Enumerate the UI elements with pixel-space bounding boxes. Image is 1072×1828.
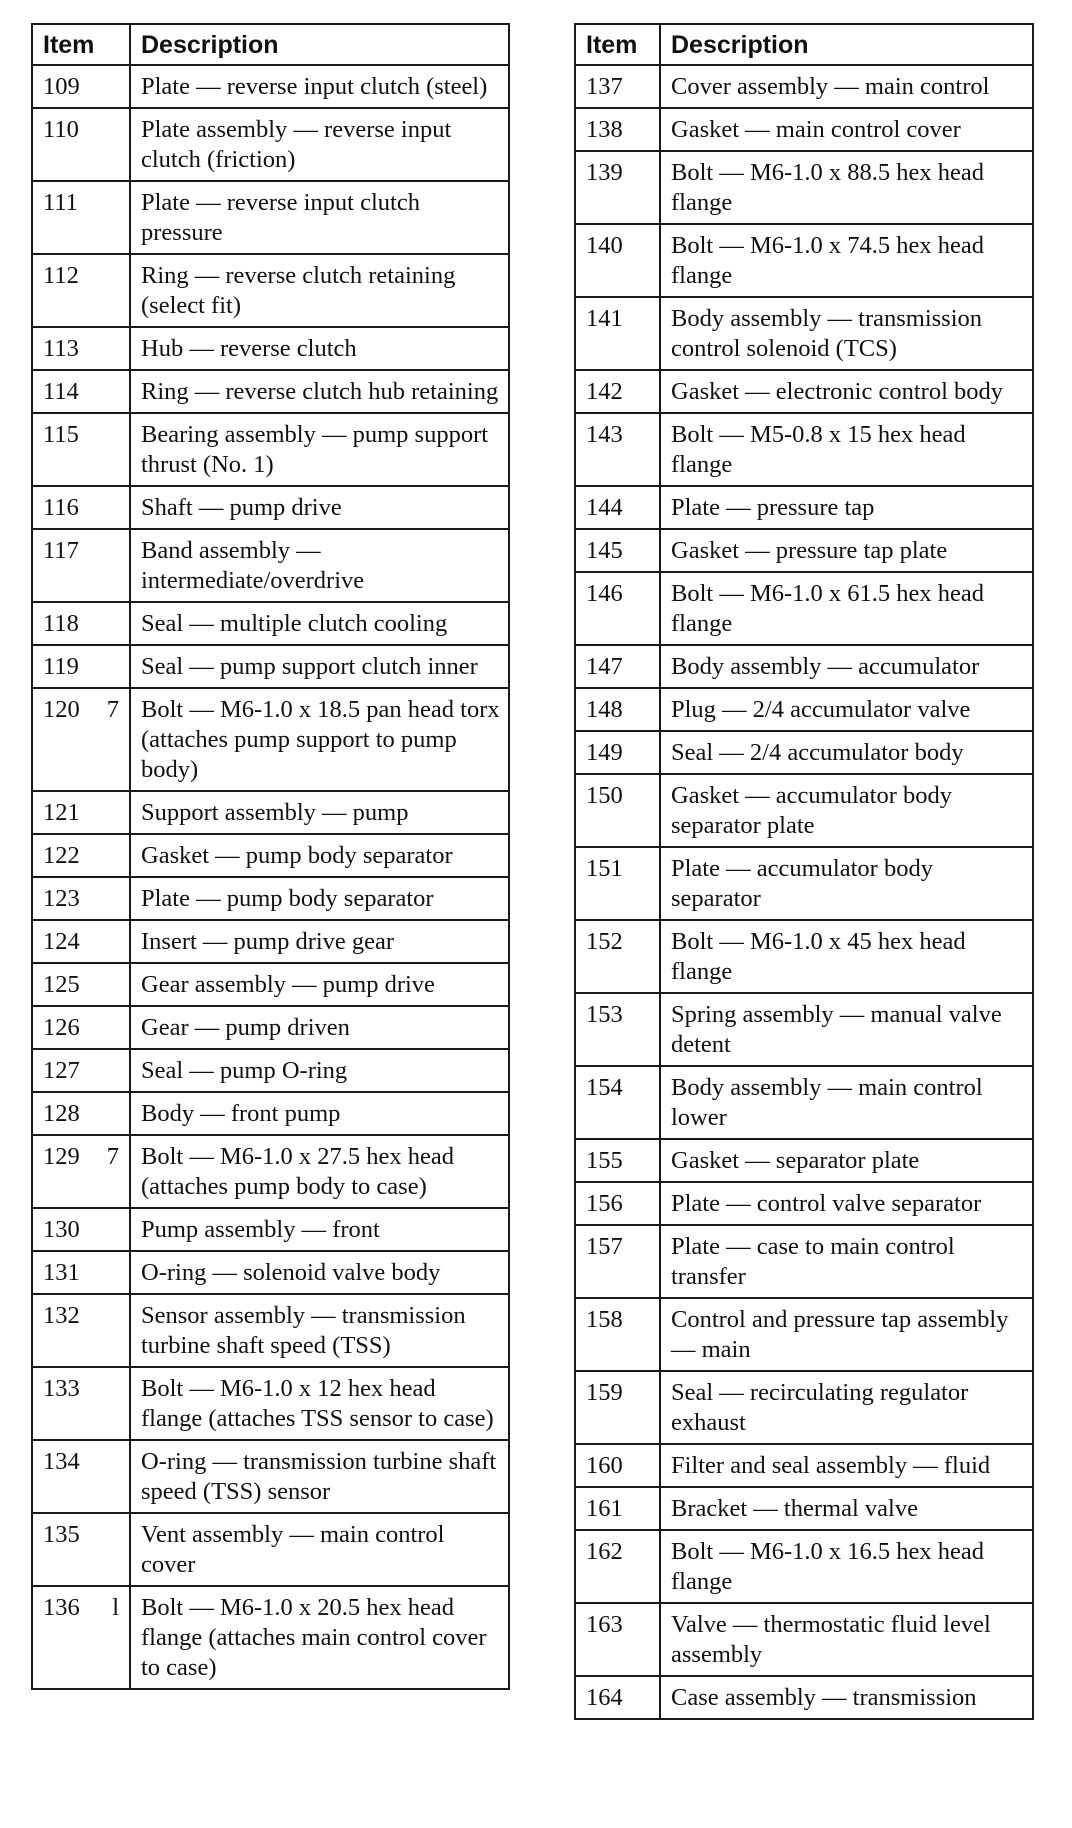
table-row [32,877,509,920]
item-number: 154 [586,1074,623,1101]
item-number: 161 [586,1495,623,1522]
item-number-cell [32,602,130,645]
description-cell: Bolt — M6-1.0 x 61.5 hex head flange [660,572,1033,645]
item-number-cell [32,1208,130,1251]
item-number-cell [575,1530,660,1603]
item-number: 113 [43,335,79,362]
item-number-cell [575,774,660,847]
table-row [575,151,1033,224]
item-number-cell [575,1298,660,1371]
item-number: 118 [43,610,79,637]
item-number-cell [575,486,660,529]
table-row [32,688,509,791]
description-cell: Gasket — main control cover [660,108,1033,151]
description-cell: Bolt — M6-1.0 x 27.5 hex head (attaches pump body to case) [130,1135,509,1208]
table-row [575,774,1033,847]
item-number-cell [575,572,660,645]
description-cell: Support assembly — pump [130,791,509,834]
item-column-header: Item [575,24,660,65]
item-number-cell [575,224,660,297]
description-cell: Sensor assembly — transmission turbine shaft speed (TSS) [130,1294,509,1367]
description-cell: Ring — reverse clutch hub retaining [130,370,509,413]
item-number: 164 [586,1684,623,1711]
table-row [32,963,509,1006]
table-row [575,688,1033,731]
description-cell: Body assembly — accumulator [660,645,1033,688]
table-row [575,1603,1033,1676]
item-number-cell [32,963,130,1006]
item-number: 120 [43,696,80,723]
item-number: 130 [43,1216,80,1243]
description-cell: Seal — 2/4 accumulator body [660,731,1033,774]
item-number-cell [32,1513,130,1586]
item-number: 134 [43,1448,80,1475]
item-number-cell [575,1444,660,1487]
item-number: 111 [43,189,78,216]
table-row [32,65,509,108]
table-row [575,529,1033,572]
item-number: 125 [43,971,80,998]
item-number: 128 [43,1100,80,1127]
item-number-cell [575,370,660,413]
item-number: 112 [43,262,79,289]
description-cell: Bolt — M6-1.0 x 16.5 hex head flange [660,1530,1033,1603]
description-cell: Body — front pump [130,1092,509,1135]
item-number: 124 [43,928,80,955]
item-number-cell [32,920,130,963]
description-cell: Plate — pressure tap [660,486,1033,529]
table-row [32,486,509,529]
item-number-cell [32,834,130,877]
table-row [575,413,1033,486]
item-number: 132 [43,1302,80,1329]
table-row [575,1298,1033,1371]
item-number: 122 [43,842,80,869]
description-cell: Bolt — M6-1.0 x 74.5 hex head flange [660,224,1033,297]
item-number-cell [32,877,130,920]
item-number-cell [575,413,660,486]
item-number: 126 [43,1014,80,1041]
item-number: 148 [586,696,623,723]
item-number-cell [32,791,130,834]
table-row [32,413,509,486]
item-number: 156 [586,1190,623,1217]
table-row [32,1251,509,1294]
item-number: 121 [43,799,80,826]
item-number: 153 [586,1001,623,1028]
description-cell: Bearing assembly — pump support thrust (No. 1) [130,413,509,486]
item-number-cell [32,1586,130,1689]
item-number: 151 [586,855,623,882]
table-row [575,1444,1033,1487]
table-row [32,1440,509,1513]
table-row [575,920,1033,993]
item-mark: 7 [106,696,119,723]
item-number: 152 [586,928,623,955]
item-number-cell [32,370,130,413]
description-cell: Body assembly — transmission control solenoid (TCS) [660,297,1033,370]
description-cell: Hub — reverse clutch [130,327,509,370]
item-number: 155 [586,1147,623,1174]
description-cell: Ring — reverse clutch retaining (select fit) [130,254,509,327]
item-number: 123 [43,885,80,912]
item-number-cell [575,1487,660,1530]
item-number: 142 [586,378,623,405]
table-row [575,1225,1033,1298]
item-number: 149 [586,739,623,766]
table-row [32,834,509,877]
item-number: 162 [586,1538,623,1565]
description-cell: Insert — pump drive gear [130,920,509,963]
item-number: 114 [43,378,79,405]
description-cell: Gasket — pressure tap plate [660,529,1033,572]
description-cell: Plate assembly — reverse input clutch (friction) [130,108,509,181]
item-column-header: Item [32,24,130,65]
item-number-cell [32,65,130,108]
item-number: 140 [586,232,623,259]
item-mark: 7 [106,1143,119,1170]
description-cell: Body assembly — main control lower [660,1066,1033,1139]
item-number: 136 [43,1594,80,1621]
description-cell: Plate — accumulator body separator [660,847,1033,920]
item-number: 157 [586,1233,623,1260]
description-cell: Seal — pump support clutch inner [130,645,509,688]
item-number-cell [575,529,660,572]
item-number-cell [32,1367,130,1440]
item-number-cell [575,920,660,993]
description-cell: Bolt — M6-1.0 x 18.5 pan head torx (attaches pump support to pump body) [130,688,509,791]
table-row [32,1006,509,1049]
header-row [32,24,509,65]
description-cell: Vent assembly — main control cover [130,1513,509,1586]
item-number: 150 [586,782,623,809]
table-row [575,370,1033,413]
item-number: 117 [43,537,79,564]
table-row [575,572,1033,645]
table-row [32,1049,509,1092]
description-cell: Seal — pump O-ring [130,1049,509,1092]
table-row [575,731,1033,774]
item-number-cell [32,1006,130,1049]
description-cell: Case assembly — transmission [660,1676,1033,1719]
item-number-cell [32,254,130,327]
table-row [575,224,1033,297]
description-cell: Bolt — M6-1.0 x 45 hex head flange [660,920,1033,993]
table-row [575,1371,1033,1444]
description-cell: Filter and seal assembly — fluid [660,1444,1033,1487]
item-number: 138 [586,116,623,143]
item-number: 137 [586,73,623,100]
description-cell: O-ring — solenoid valve body [130,1251,509,1294]
item-number: 119 [43,653,79,680]
item-number-cell [32,1135,130,1208]
item-number-cell [575,1225,660,1298]
item-number-cell [32,1092,130,1135]
table-row [575,1139,1033,1182]
description-cell: Plug — 2/4 accumulator valve [660,688,1033,731]
table-row [575,645,1033,688]
item-number-cell [575,1371,660,1444]
item-number: 159 [586,1379,623,1406]
description-cell: Gasket — separator plate [660,1139,1033,1182]
item-number-cell [32,1440,130,1513]
item-number-cell [32,529,130,602]
item-number: 110 [43,116,79,143]
item-number: 158 [586,1306,623,1333]
table-row [575,1066,1033,1139]
description-cell: Control and pressure tap assembly — main [660,1298,1033,1371]
item-number-cell [575,297,660,370]
item-number-cell [575,1603,660,1676]
item-number-cell [575,1182,660,1225]
description-cell: Seal — recirculating regulator exhaust [660,1371,1033,1444]
table-row [32,370,509,413]
table-row [575,65,1033,108]
item-number: 129 [43,1143,80,1170]
item-mark: l [112,1594,119,1621]
table-row [32,1367,509,1440]
item-number-cell [575,65,660,108]
description-cell: Gasket — pump body separator [130,834,509,877]
description-cell: Gear — pump driven [130,1006,509,1049]
table-row [32,1092,509,1135]
item-number: 109 [43,73,80,100]
item-number: 147 [586,653,623,680]
item-number-cell [32,1294,130,1367]
item-number: 131 [43,1259,80,1286]
item-number: 143 [586,421,623,448]
description-cell: O-ring — transmission turbine shaft speed (TSS) sensor [130,1440,509,1513]
table-row [575,1530,1033,1603]
item-number-cell [575,645,660,688]
item-number-cell [32,413,130,486]
description-cell: Bracket — thermal valve [660,1487,1033,1530]
table-row [32,1208,509,1251]
item-number-cell [575,993,660,1066]
item-number-cell [575,731,660,774]
item-number: 146 [586,580,623,607]
table-row [575,1487,1033,1530]
table-row [575,486,1033,529]
parts-table-right [574,23,1034,1720]
right-table-body [575,65,1033,1719]
table-row [575,847,1033,920]
table-row [32,1586,509,1689]
item-number: 160 [586,1452,623,1479]
description-cell: Plate — case to main control transfer [660,1225,1033,1298]
item-number: 139 [586,159,623,186]
table-row [32,645,509,688]
item-number: 116 [43,494,79,521]
table-row [32,529,509,602]
item-number: 127 [43,1057,80,1084]
description-cell: Cover assembly — main control [660,65,1033,108]
item-number: 141 [586,305,623,332]
left-table-body [32,65,509,1689]
item-number-cell [575,108,660,151]
description-cell: Bolt — M6-1.0 x 12 hex head flange (attaches TSS sensor to case) [130,1367,509,1440]
parts-table-left [31,23,510,1690]
description-cell: Plate — pump body separator [130,877,509,920]
table-row [32,1135,509,1208]
header-row [575,24,1033,65]
description-cell: Gasket — accumulator body separator plate [660,774,1033,847]
item-number-cell [32,688,130,791]
description-cell: Shaft — pump drive [130,486,509,529]
table-row [32,254,509,327]
description-cell: Valve — thermostatic fluid level assembly [660,1603,1033,1676]
table-row [32,108,509,181]
item-number-cell [32,108,130,181]
description-cell: Bolt — M6-1.0 x 20.5 hex head flange (attaches main control cover to case) [130,1586,509,1689]
table-row [575,1182,1033,1225]
table-row [32,791,509,834]
table-row [32,920,509,963]
description-cell: Bolt — M5-0.8 x 15 hex head flange [660,413,1033,486]
table-row [32,327,509,370]
item-number: 163 [586,1611,623,1638]
table-row [575,993,1033,1066]
item-number: 135 [43,1521,80,1548]
table-row [575,297,1033,370]
item-number: 144 [586,494,623,521]
description-column-header: Description [660,24,1033,65]
item-number: 133 [43,1375,80,1402]
item-number-cell [32,1251,130,1294]
item-number-cell [32,645,130,688]
description-cell: Plate — reverse input clutch (steel) [130,65,509,108]
description-cell: Gasket — electronic control body [660,370,1033,413]
item-number-cell [575,151,660,224]
item-number-cell [575,1139,660,1182]
item-number-cell [32,486,130,529]
table-row [32,1513,509,1586]
item-number-cell [575,847,660,920]
item-number-cell [32,327,130,370]
description-cell: Pump assembly — front [130,1208,509,1251]
item-number-cell [575,1066,660,1139]
description-cell: Plate — control valve separator [660,1182,1033,1225]
item-number: 145 [586,537,623,564]
description-cell: Seal — multiple clutch cooling [130,602,509,645]
table-row [32,602,509,645]
table-row [32,181,509,254]
table-row [32,1294,509,1367]
description-cell: Spring assembly — manual valve detent [660,993,1033,1066]
table-row [575,108,1033,151]
description-cell: Plate — reverse input clutch pressure [130,181,509,254]
item-number-cell [32,181,130,254]
item-number-cell [575,1676,660,1719]
description-column-header: Description [130,24,509,65]
item-number-cell [575,688,660,731]
description-cell: Bolt — M6-1.0 x 88.5 hex head flange [660,151,1033,224]
item-number: 115 [43,421,79,448]
item-number-cell [32,1049,130,1092]
description-cell: Band assembly — intermediate/overdrive [130,529,509,602]
table-row [575,1676,1033,1719]
description-cell: Gear assembly — pump drive [130,963,509,1006]
